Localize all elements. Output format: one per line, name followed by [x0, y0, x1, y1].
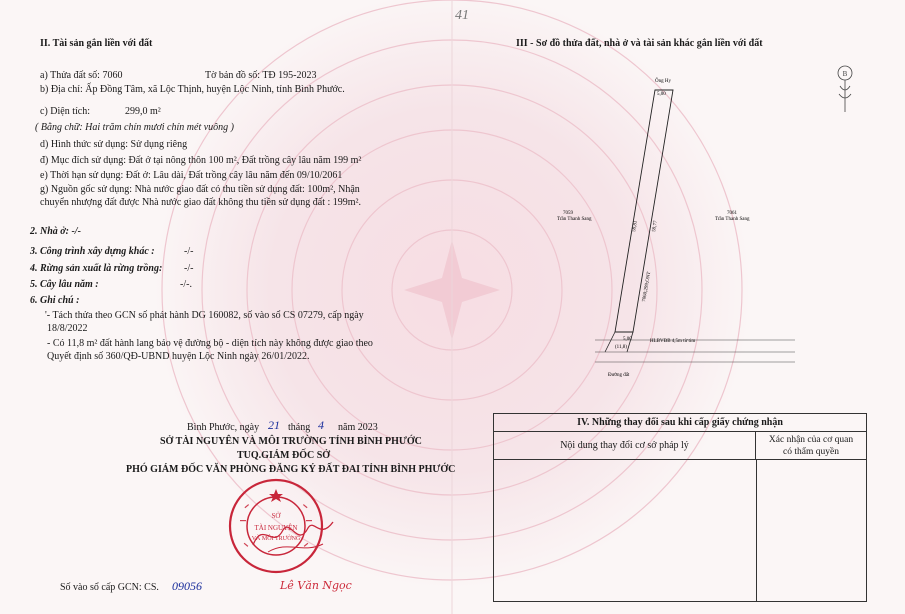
- perennial-label: 5. Cây lâu năm :: [30, 279, 99, 290]
- map-right-length: 59,77: [652, 220, 659, 233]
- usage-purpose: đ) Mục đích sử dụng: Đất ở tại nông thôn 100 m², Đất trồng cây lâu năm 199 m²: [40, 155, 362, 166]
- house-label: 2. Nhà ở: -/-: [30, 226, 81, 237]
- section-title-right: III - Sơ đồ thửa đất, nhà ở và tài sản khác gắn liền với đất: [516, 38, 763, 49]
- map-left-parcel-no: 7059: [563, 211, 573, 216]
- map-corridor-label: HLBVĐB 4,5m từ tim: [650, 339, 696, 344]
- date-month-prefix: tháng: [288, 422, 311, 433]
- note-1-line-2: 18/8/2022: [47, 323, 88, 334]
- issuing-organization: SỞ TÀI NGUYÊN VÀ MÔI TRƯỜNG TỈNH BÌNH PHƯỚC: [160, 436, 422, 447]
- usage-term: e) Thời hạn sử dụng: Đất ở: Lâu dài, Đất trồng cây lâu năm đến 09/10/2061: [40, 170, 343, 181]
- parcel-number: a) Thửa đất số: 7060: [40, 70, 123, 81]
- perennial-value: -/-.: [180, 279, 192, 290]
- area-label: c) Diện tích:: [40, 106, 90, 117]
- stamp-mid-text: TÀI NGUYÊN: [254, 524, 298, 532]
- changes-col-confirmation: [756, 432, 866, 460]
- forest-value: -/-: [184, 263, 194, 274]
- changes-table-title: IV. Những thay đổi sau khi cấp giấy chứng nhận: [494, 414, 866, 432]
- date-prefix: Bình Phước, ngày: [187, 422, 260, 433]
- usage-form: d) Hình thức sử dụng: Sử dụng riêng: [40, 139, 188, 150]
- map-left-length: 59,81: [632, 220, 639, 233]
- date-day: 21: [268, 418, 280, 432]
- map-center-label: 7060;299;ONT: [642, 271, 653, 303]
- parcel-sketch-map: [557, 62, 825, 392]
- parcel-address: b) Địa chỉ: Ấp Đồng Tâm, xã Lộc Thịnh, huyện Lộc Ninh, tỉnh Bình Phước.: [40, 84, 345, 95]
- page-number: 41: [455, 8, 469, 23]
- map-corridor-area: (11,8): [615, 345, 627, 350]
- map-right-parcel-no: 7061: [727, 211, 737, 216]
- changes-table: [493, 413, 867, 602]
- map-top-owner: Ông Hy: [655, 79, 671, 84]
- construction-value: -/-: [184, 246, 194, 257]
- map-sheet-number: Tờ bản đồ số: TĐ 195-2023: [205, 70, 317, 81]
- section-title-left: II. Tài sản gắn liền với đất: [40, 38, 153, 49]
- changes-col-confirmation-line-2: có thẩm quyền: [783, 447, 839, 457]
- map-road-label: Đường đất: [608, 373, 630, 378]
- changes-col-confirmation-line-1: Xác nhận của cơ quan: [768, 435, 854, 445]
- svg-text:B: B: [842, 70, 848, 78]
- area-in-words: ( Bằng chữ: Hai trăm chín mươi chín mét vuông ): [35, 122, 234, 133]
- note-2-line-2: Quyết định số 360/QĐ-UBND huyện Lộc Ninh ngày 26/01/2022.: [47, 351, 310, 362]
- map-left-owner: Trần Thanh Sang: [557, 217, 592, 222]
- certificate-entry-number: 09056: [172, 579, 202, 593]
- changes-col-content: Nội dung thay đổi cơ sở pháp lý: [494, 432, 756, 460]
- construction-label: 3. Công trình xây dựng khác :: [30, 246, 155, 257]
- north-arrow-icon: [834, 64, 856, 114]
- deputy-director-title: PHÓ GIÁM ĐỐC VĂN PHÒNG ĐĂNG KÝ ĐẤT ĐAI TỈNH BÌNH PHƯỚC: [126, 464, 456, 475]
- authority-tuq: TUQ.GIÁM ĐỐC SỞ: [237, 450, 331, 461]
- forest-label: 4. Rừng sản xuất là rừng trồng:: [30, 263, 163, 274]
- handwritten-signature: [248, 510, 338, 560]
- stamp-bottom-text: VÀ MÔI TRƯỜNG: [251, 536, 301, 542]
- changes-table-divider: [756, 460, 757, 601]
- map-bottom-width: 5,00: [623, 337, 632, 342]
- note-2-line-1: - Có 11,8 m² đất hành lang bảo vệ đường bộ - diện tích này không được giao theo: [47, 338, 373, 349]
- note-1-line-1: '- Tách thửa theo GCN số phát hành DG 160082, số vào sổ CS 07279, cấp ngày: [45, 310, 364, 321]
- signer-name: Lê Văn Ngọc: [280, 579, 352, 592]
- stamp-top-text: SỞ: [271, 512, 281, 520]
- date-month: 4: [318, 418, 324, 432]
- origin-line-2: chuyển nhượng đất được Nhà nước giao đất không thu tiền sử dụng đất : 199m².: [40, 197, 362, 208]
- certificate-entry-label: Số vào sổ cấp GCN: CS.: [60, 582, 159, 593]
- notes-label: 6. Ghi chú :: [30, 295, 80, 306]
- date-year: năm 2023: [338, 422, 378, 433]
- map-right-owner: Trần Thanh Sang: [715, 217, 750, 222]
- map-top-width: 5,00: [657, 92, 666, 97]
- area-value: 299,0 m²: [125, 106, 161, 117]
- origin-line-1: g) Nguồn gốc sử dụng: Nhà nước giao đất có thu tiền sử dụng đất: 100m², Nhận: [40, 184, 360, 195]
